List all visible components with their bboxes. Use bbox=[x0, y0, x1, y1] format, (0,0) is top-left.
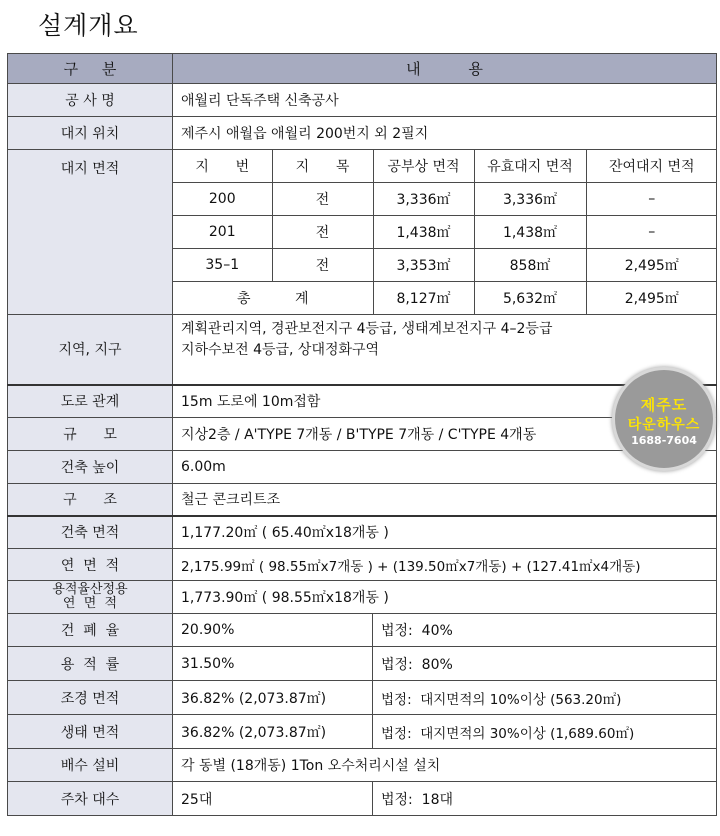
lot-cell: 201 bbox=[173, 216, 272, 249]
site-area-subtable bbox=[173, 150, 717, 314]
landscape-value: 36.82% (2,073.87㎡) bbox=[173, 681, 373, 715]
badge-phone: 1688-7604 bbox=[631, 434, 697, 447]
total-floor-area-label: 연 면 적 bbox=[8, 549, 173, 581]
road-label: 도로 관계 bbox=[8, 385, 173, 418]
zoning-line-1: 계획관리지역, 경관보전지구 4등급, 생태계보전지구 4–2등급 bbox=[181, 321, 553, 337]
drainage-value: 각 동별 (18개동) 1Ton 오수처리시설 설치 bbox=[173, 749, 717, 782]
total-cell: 2,495㎡ bbox=[586, 282, 717, 315]
lot-cell: – bbox=[586, 216, 717, 249]
ecology-label: 생태 면적 bbox=[8, 715, 173, 749]
total-label: 총 계 bbox=[173, 282, 373, 315]
header-category: 구 분 bbox=[8, 54, 173, 84]
total-floor-area-value: 2,175.99㎡ ( 98.55㎡x7개동 ) + (139.50㎡x7개동) + (127.41㎡x4개동) bbox=[173, 549, 717, 581]
lot-cell: 1,438㎡ bbox=[373, 216, 474, 249]
far-value: 31.50% bbox=[173, 647, 373, 681]
col-registered-area: 공부상 면적 bbox=[373, 150, 474, 183]
zoning-line-2: 지하수보전 4등급, 상대정화구역 bbox=[181, 342, 380, 358]
site-location-value: 제주시 애월읍 애월리 200번지 외 2필지 bbox=[173, 117, 717, 150]
col-effective-area: 유효대지 면적 bbox=[474, 150, 586, 183]
landscape-label: 조경 면적 bbox=[8, 681, 173, 715]
lot-cell: 35–1 bbox=[173, 249, 272, 282]
height-value: 6.00m bbox=[173, 451, 717, 484]
far-floor-area-label-line-2: 연 면 적 bbox=[62, 596, 118, 611]
page-title: 설계개요 bbox=[38, 11, 139, 40]
badge-line-1: 제주도 bbox=[640, 396, 688, 414]
lot-cell: 858㎡ bbox=[474, 249, 586, 282]
structure-value: 철근 콘크리트조 bbox=[173, 484, 717, 516]
bcr-legal: 법정: 40% bbox=[373, 614, 717, 647]
site-area-subtable-cell bbox=[173, 150, 717, 315]
far-floor-area-value: 1,773.90㎡ ( 98.55㎡x18개동 ) bbox=[173, 581, 717, 614]
parking-label: 주차 대수 bbox=[8, 782, 173, 816]
far-floor-area-label bbox=[8, 581, 173, 614]
far-legal: 법정: 80% bbox=[373, 647, 717, 681]
header-content: 내 용 bbox=[173, 54, 717, 84]
parking-legal: 법정: 18대 bbox=[373, 782, 717, 816]
lot-cell: 전 bbox=[272, 183, 373, 216]
lot-cell: 3,353㎡ bbox=[373, 249, 474, 282]
col-land-category: 지 목 bbox=[272, 150, 373, 183]
parking-value: 25대 bbox=[173, 782, 373, 816]
lot-cell: 전 bbox=[272, 216, 373, 249]
lot-cell: 3,336㎡ bbox=[474, 183, 586, 216]
far-floor-area-label-line-1: 용적율산정용 bbox=[52, 582, 128, 597]
building-area-label: 건축 면적 bbox=[8, 516, 173, 549]
col-remaining-area: 잔여대지 면적 bbox=[586, 150, 717, 183]
landscape-legal: 법정: 대지면적의 10%이상 (563.20㎡) bbox=[373, 681, 717, 715]
bcr-label: 건 폐 율 bbox=[8, 614, 173, 647]
total-cell: 5,632㎡ bbox=[474, 282, 586, 315]
badge-line-2: 타운하우스 bbox=[627, 417, 701, 433]
ecology-value: 36.82% (2,073.87㎡) bbox=[173, 715, 373, 749]
drainage-label: 배수 설비 bbox=[8, 749, 173, 782]
zoning-value bbox=[173, 315, 717, 385]
road-value: 15m 도로에 10m접함 bbox=[173, 385, 717, 418]
lot-cell: 전 bbox=[272, 249, 373, 282]
lot-cell: 1,438㎡ bbox=[474, 216, 586, 249]
site-area-label: 대지 면적 bbox=[8, 150, 173, 315]
site-location-label: 대지 위치 bbox=[8, 117, 173, 150]
lot-cell: 2,495㎡ bbox=[586, 249, 717, 282]
building-area-value: 1,177.20㎡ ( 65.40㎡x18개동 ) bbox=[173, 516, 717, 549]
scale-label: 규 모 bbox=[8, 418, 173, 451]
total-cell: 8,127㎡ bbox=[373, 282, 474, 315]
design-overview-table bbox=[7, 53, 717, 816]
structure-label: 구 조 bbox=[8, 484, 173, 516]
construction-name-value: 애월리 단독주택 신축공사 bbox=[173, 84, 717, 117]
lot-cell: – bbox=[586, 183, 717, 216]
lot-cell: 200 bbox=[173, 183, 272, 216]
far-label: 용 적 률 bbox=[8, 647, 173, 681]
height-label: 건축 높이 bbox=[8, 451, 173, 484]
ecology-legal: 법정: 대지면적의 30%이상 (1,689.60㎡) bbox=[373, 715, 717, 749]
bcr-value: 20.90% bbox=[173, 614, 373, 647]
construction-name-label: 공 사 명 bbox=[8, 84, 173, 117]
scale-value: 지상2층 / A'TYPE 7개동 / B'TYPE 7개동 / C'TYPE 4개동 bbox=[173, 418, 717, 451]
col-lot-number: 지 번 bbox=[195, 159, 250, 175]
watermark-badge bbox=[612, 367, 716, 471]
lot-cell: 3,336㎡ bbox=[373, 183, 474, 216]
zoning-label: 지역, 지구 bbox=[8, 315, 173, 385]
